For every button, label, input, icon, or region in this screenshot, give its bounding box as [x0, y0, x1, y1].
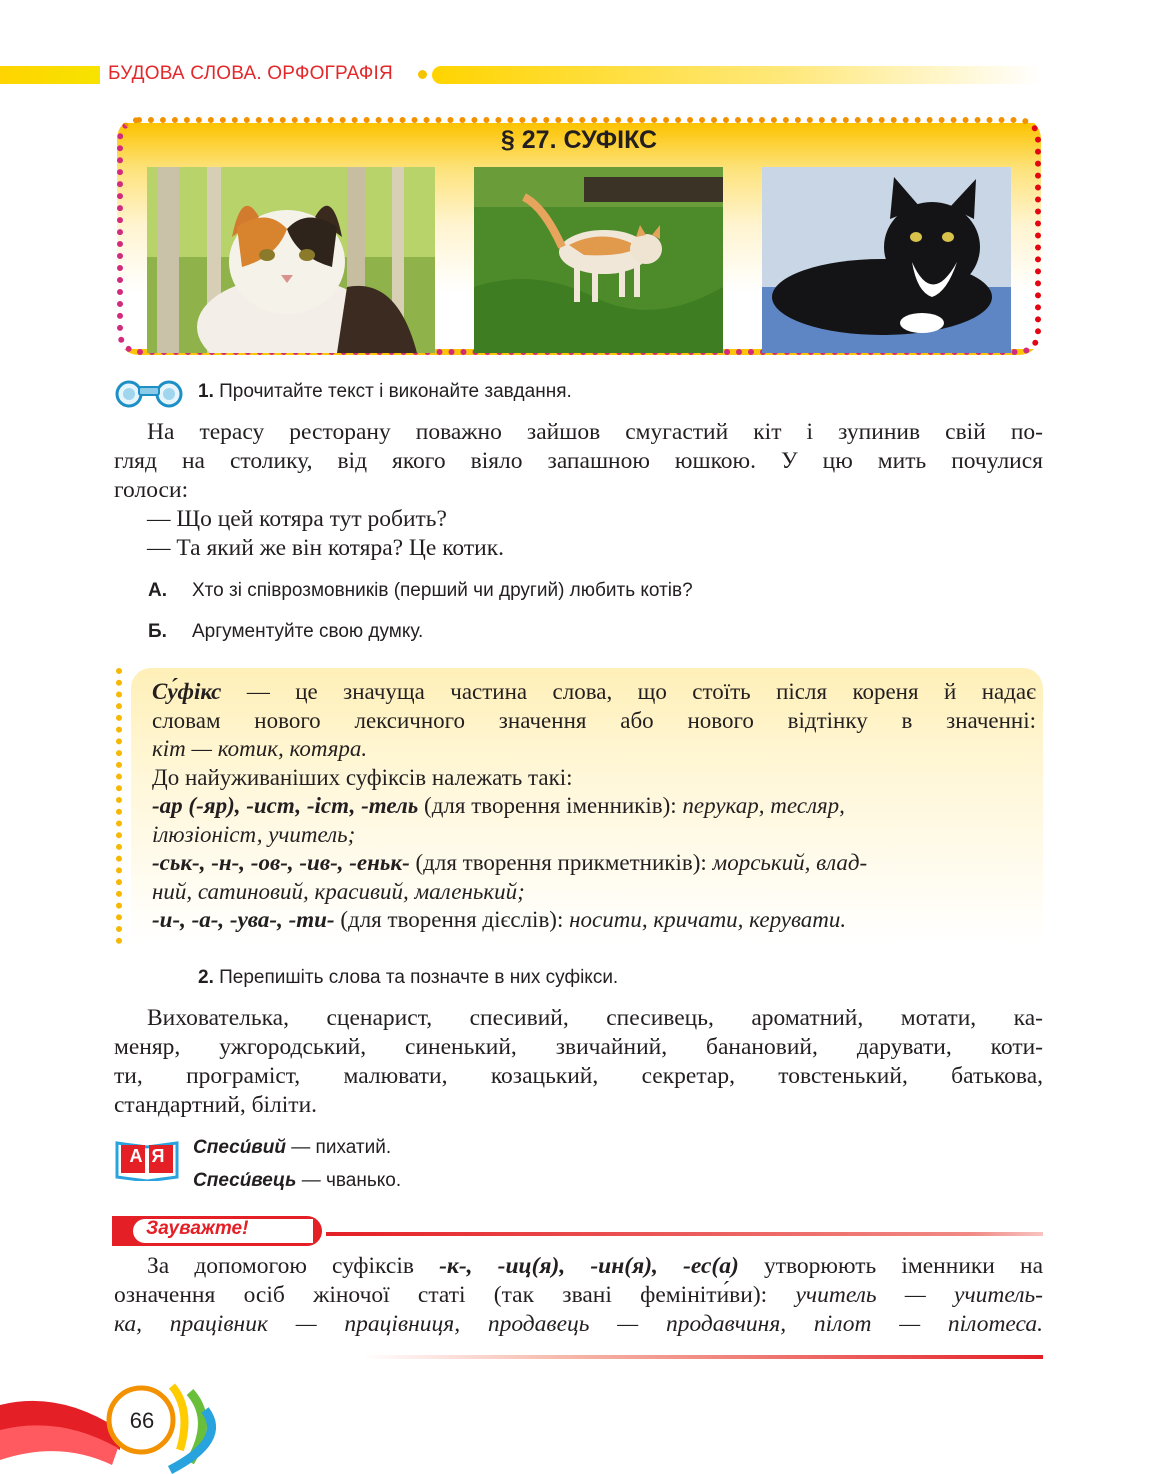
note-example: ка, працівник — працівниця, продавець — продавчиня, пілот — пілотеса. — [114, 1311, 1043, 1337]
rule-line-7 — [152, 849, 1036, 878]
header-dot — [418, 70, 427, 79]
binoculars-icon — [113, 379, 185, 409]
question-text: Хто зі співрозмовників (перший чи другий) любить котів? — [192, 580, 693, 601]
task-1-instruction: Прочитайте текст і виконайте завдання. — [219, 381, 572, 402]
dictionary-word: Спеси́вець — [193, 1170, 297, 1191]
adj-examples-cont: ний, сатиновий, красивий, маленький; — [152, 878, 525, 904]
text-line: меняр, ужгородський, синенький, звичайний, банановий, дарувати, коти- — [114, 1034, 1043, 1060]
question-a — [148, 580, 693, 602]
adj-note: (для творення прикметників): — [409, 850, 713, 875]
rule-text — [152, 678, 1036, 935]
note-line-1 — [114, 1252, 1043, 1281]
noun-suffixes: -ар (-яр), -ист, -іст, -тель — [152, 793, 419, 818]
note-text-part: означення осіб жіночої статі (так звані фемініти́ви): — [114, 1282, 796, 1308]
note-example: учитель — учитель- — [795, 1282, 1043, 1308]
black-white-cat-photo — [762, 167, 1011, 353]
rule-definition: — це значуща частина слова, що стоїть після кореня й надає — [221, 679, 1036, 704]
verb-suffixes: -и-, -а-, -ува-, -ти- — [152, 907, 335, 932]
text-line: Вихователька, сценарист, спесивий, спесивець, ароматний, мотати, ка- — [147, 1005, 1043, 1031]
dialog-line: — Та який же він котяра? Це котик. — [147, 535, 505, 561]
noun-examples-cont: ілюзіоніст, учитель; — [152, 821, 356, 847]
calico-cat-photo — [147, 167, 435, 353]
note-text-part: За допомогою суфіксів — [147, 1253, 440, 1279]
rule-line-3 — [152, 735, 1036, 764]
task-2-text — [114, 1004, 1043, 1120]
rule-example: кіт — котик, котяра. — [152, 736, 368, 761]
text-line: стандартний, біліти. — [114, 1092, 318, 1118]
page-title: § 27. СУФІКС — [500, 126, 658, 154]
task-1-text — [114, 418, 1043, 563]
rule-line-1 — [152, 678, 1036, 707]
task-2-heading — [198, 967, 618, 989]
question-b — [148, 621, 423, 643]
rule-term: Су́фікс — [152, 679, 222, 704]
note-text — [114, 1252, 1043, 1339]
rule-line-8 — [152, 878, 1036, 907]
dictionary-icon — [113, 1137, 181, 1181]
note-divider — [326, 1232, 1043, 1236]
text-line: ти, програміст, малювати, козацький, секретар, товстенький, батькова, — [114, 1063, 1043, 1089]
note-suffixes: -к-, -иц(я), -ин(я), -ес(а) — [439, 1253, 739, 1279]
task-2-number: 2. — [198, 967, 214, 988]
dictionary-entry — [193, 1137, 391, 1159]
rule-dots-border — [116, 668, 128, 944]
note-label: Зауважте! — [146, 1218, 249, 1239]
rule-line-9 — [152, 906, 1036, 935]
bottom-divider — [363, 1355, 1043, 1359]
dictionary-word: Спеси́вий — [193, 1137, 286, 1158]
rule-line-5 — [152, 792, 1036, 821]
dictionary-meaning: — чванько. — [296, 1170, 402, 1191]
rule-line-4: До найуживаніших суфіксів належать такі: — [152, 764, 573, 790]
text-line: голоси: — [114, 477, 189, 503]
text-line: гляд на столику, від якого віяло запашною юшкою. У цю мить почулися — [114, 448, 1043, 474]
rule-line-2: словам нового лексичного значення або нового відтінку в значенні: — [152, 707, 1036, 733]
task-1-heading — [198, 381, 572, 403]
section-header: БУДОВА СЛОВА. ОРФОГРАФІЯ — [108, 63, 393, 84]
dictionary-icon-letters: А Я — [129, 1146, 167, 1166]
verb-examples: носити, кричати, керувати. — [569, 907, 847, 932]
task-2-instruction: Перепишіть слова та позначте в них суфікси. — [219, 967, 619, 988]
noun-note: (для творення іменників): — [418, 793, 683, 818]
footer-swoosh-icon — [0, 1370, 230, 1474]
note-line-2 — [114, 1281, 1043, 1310]
verb-note: (для творення дієслів): — [334, 907, 570, 932]
page-number: 66 — [129, 1408, 155, 1433]
header-stripe-left — [0, 66, 100, 84]
dictionary-entry — [193, 1170, 401, 1192]
adj-examples: морський, влад- — [712, 850, 868, 875]
question-letter: А. — [148, 580, 167, 601]
question-text: Аргументуйте свою думку. — [192, 621, 424, 642]
task-1-number: 1. — [198, 381, 214, 402]
ginger-white-cat-photo — [474, 167, 723, 353]
rule-line-6 — [152, 821, 1036, 850]
dialog-line: — Що цей котяра тут робить? — [147, 506, 447, 532]
note-line-3 — [114, 1310, 1043, 1339]
header-stripe-right — [432, 66, 1042, 84]
dictionary-meaning: — пихатий. — [286, 1137, 392, 1158]
text-line: На терасу ресторану поважно зайшов смугастий кіт і зупинив свій по- — [147, 419, 1043, 445]
adj-suffixes: -ськ-, -н-, -ов-, -ив-, -еньк- — [152, 850, 410, 875]
note-text-part: утворюють іменники на — [738, 1253, 1044, 1279]
question-letter: Б. — [148, 621, 167, 642]
noun-examples: перукар, тесляр, — [682, 793, 845, 818]
